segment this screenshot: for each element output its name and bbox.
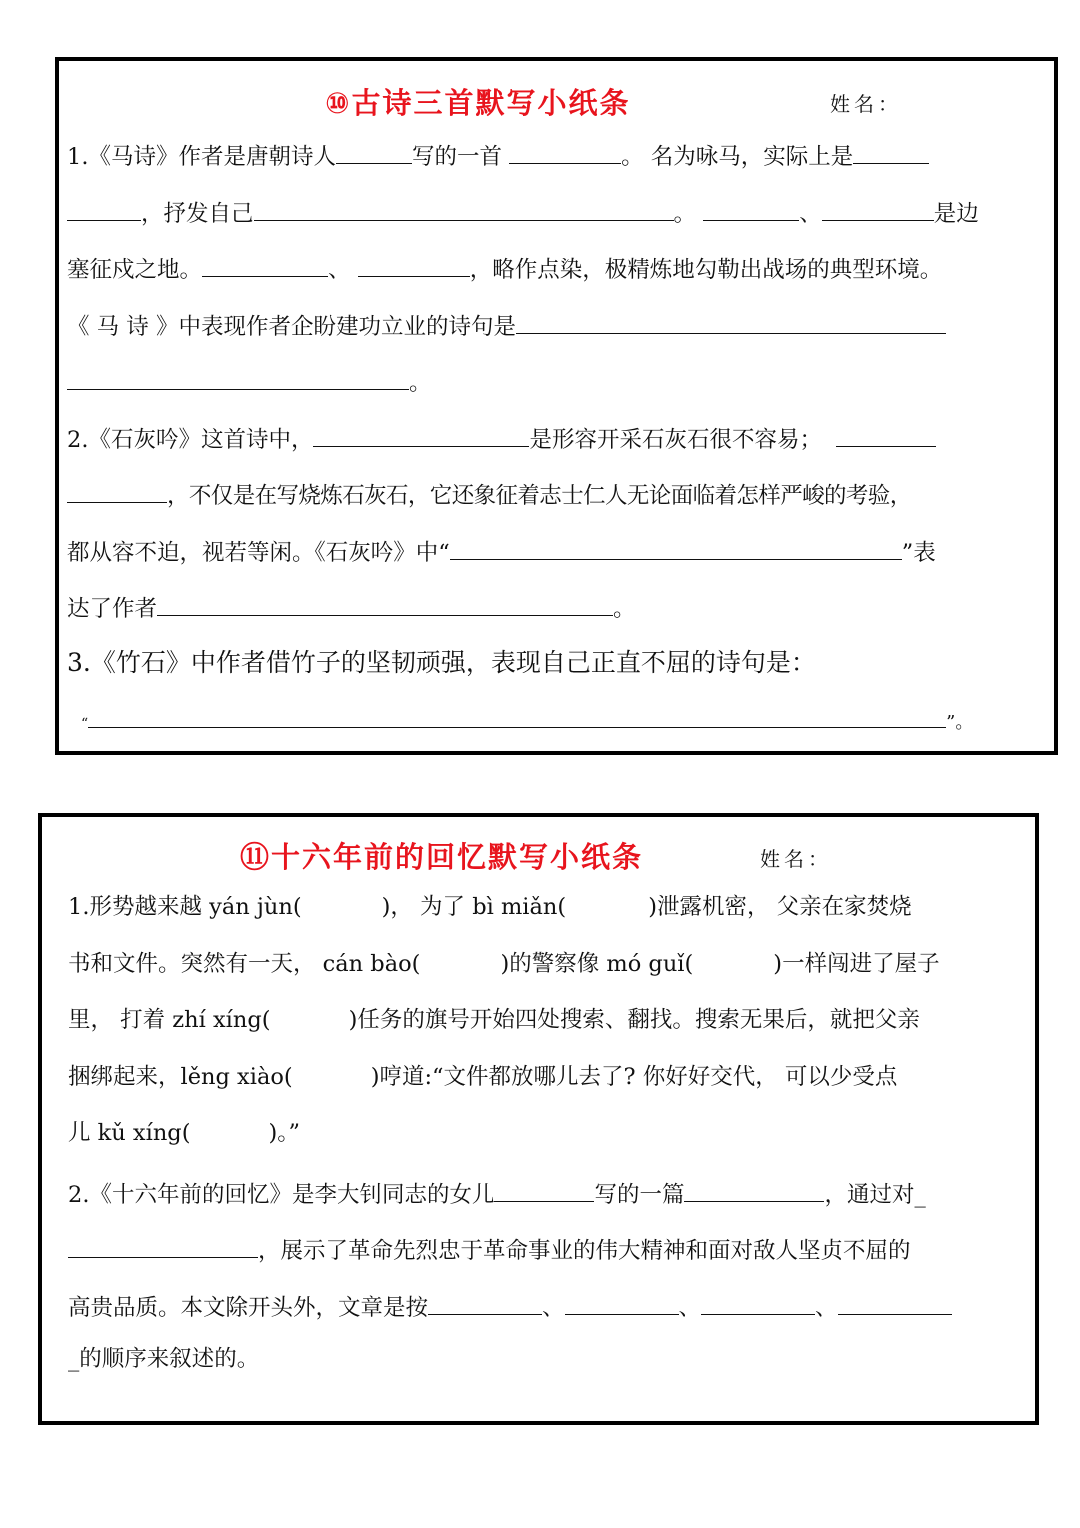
answer-blank[interactable] [254,198,674,221]
slip-1-line [67,254,942,282]
dictation-slip-2 [38,813,1039,1425]
text-segment: 书和文件。突然有一天， cán bào( [68,951,421,977]
text-segment: 1.形势越来越 yán jùn( [68,894,302,920]
text-segment: 、 [799,201,822,227]
slip-2-line [68,1066,897,1089]
answer-blank[interactable] [336,141,412,164]
text-segment: 。 [613,596,636,622]
text-segment: 写的一篇 [594,1182,685,1208]
slip-1-line [67,367,432,395]
slip-2-line [68,1179,926,1207]
text-segment: 写的一首 [411,144,502,170]
slip-1-line [67,198,979,226]
slip-1-name-label: 姓名： [830,92,902,116]
text-segment: )一样闯进了屋子 [773,951,940,977]
text-segment: ”。 [946,712,974,733]
text-segment: 、 [328,257,351,283]
text-segment: 《 马 诗 》中表现作者企盼建功立业的诗句是 [67,314,516,340]
text-segment: 、 [542,1295,565,1321]
answer-blank[interactable] [67,367,409,390]
slip-2-line [68,1348,259,1371]
answer-blank[interactable] [67,480,167,503]
text-segment: 达了作者 [67,596,158,622]
text-segment: )哼道:“文件都放哪儿去了? 你好好交代， 可以少受点 [370,1064,898,1090]
text-segment: )泄露机密， 父亲在家焚烧 [648,894,912,920]
slip-1-line [67,311,946,339]
text-segment: ，通过对_ [824,1182,926,1208]
text-segment: 都从容不迫，视若等闲。《石灰吟》中“ [67,540,450,566]
text-segment: 。 [409,370,432,396]
slip-2-line [68,1122,300,1145]
slip-2-title: ⑪十六年前的回忆默写小纸条 [240,840,644,874]
text-segment: 是形容开采石灰石很不容易； [529,427,822,453]
text-segment: ，抒发自己 [141,201,254,227]
text-segment: )的警察像 mó guǐ( [500,951,694,977]
text-segment: ，展示了革命先烈忠于革命事业的伟大精神和面对敌人坚贞不屈的 [258,1238,911,1264]
text-segment: ，略作点染，极精炼地勾勒出战场的典型环境。 [469,257,943,283]
text-segment: 、 [678,1295,702,1321]
text-segment: 、 [815,1295,838,1321]
slip-1-line [81,705,973,733]
slip-1-title: ⑩古诗三首默写小纸条 [325,86,631,120]
text-segment: 3.《竹石》中作者借竹子的坚韧顽强，表现自己正直不屈的诗句是： [67,648,816,677]
text-segment: 2.《十六年前的回忆》是李大钊同志的女儿 [68,1182,495,1208]
slip-1-line [67,593,636,621]
answer-blank[interactable] [313,424,529,447]
slip-1-line [67,537,936,565]
slip-2-name-label: 姓名： [760,847,832,871]
text-segment: )任务的旗号开始四处搜索、翻找。搜索无果后，就把父亲 [348,1007,920,1033]
answer-blank[interactable] [703,198,799,221]
dictation-slip-1 [55,57,1058,755]
answer-blank[interactable] [822,198,934,221]
text-segment: 儿 kǔ xíng( [68,1120,191,1146]
answer-blank[interactable] [67,198,141,221]
answer-blank[interactable] [853,141,929,164]
text-segment: 2.《石灰吟》这首诗中， [67,427,314,453]
answer-blank[interactable] [428,1292,542,1315]
slip-2-line [68,1009,920,1032]
text-segment: )， 为了 bì miǎn( [381,894,567,920]
answer-blank[interactable] [516,311,946,334]
slip-2-line [68,896,912,919]
text-segment: 里， 打着 zhí xíng( [68,1007,271,1033]
slip-2-line [68,1235,911,1263]
slip-1-line [67,424,936,452]
text-segment: 高贵品质。本文除开头外，文章是按 [68,1295,429,1321]
text-segment: ”表 [901,540,936,566]
slip-1-line [67,480,912,508]
answer-blank[interactable] [494,1179,594,1202]
text-segment: 是边 [933,201,979,227]
slip-1-line [67,650,816,675]
text-segment: 。 [673,201,697,227]
answer-blank[interactable] [202,254,328,277]
answer-blank[interactable] [450,537,902,560]
answer-blank[interactable] [836,424,936,447]
text-segment: ，不仅是在写烧炼石灰石，它还象征着志士仁人无论面临着怎样严峻的考验， [167,483,912,509]
text-segment: 塞征戍之地。 [67,257,203,283]
text-segment: 1.《马诗》作者是唐朝诗人 [67,144,336,170]
answer-blank[interactable] [88,705,946,728]
answer-blank[interactable] [565,1292,679,1315]
answer-blank[interactable] [701,1292,815,1315]
answer-blank[interactable] [684,1179,824,1202]
answer-blank[interactable] [68,1235,258,1258]
slip-2-line [68,953,940,976]
text-segment: “ [81,716,89,732]
answer-blank[interactable] [157,593,613,616]
answer-blank[interactable] [358,254,470,277]
answer-blank[interactable] [509,141,621,164]
slip-1-line [67,141,929,169]
answer-blank[interactable] [838,1292,952,1315]
text-segment: 捆绑起来，lěng xiào( [68,1064,293,1090]
slip-2-line [68,1292,952,1320]
text-segment: )。” [268,1120,301,1146]
text-segment: 。 名为咏马，实际上是 [621,144,854,170]
text-segment: _的顺序来叙述的。 [68,1346,260,1372]
